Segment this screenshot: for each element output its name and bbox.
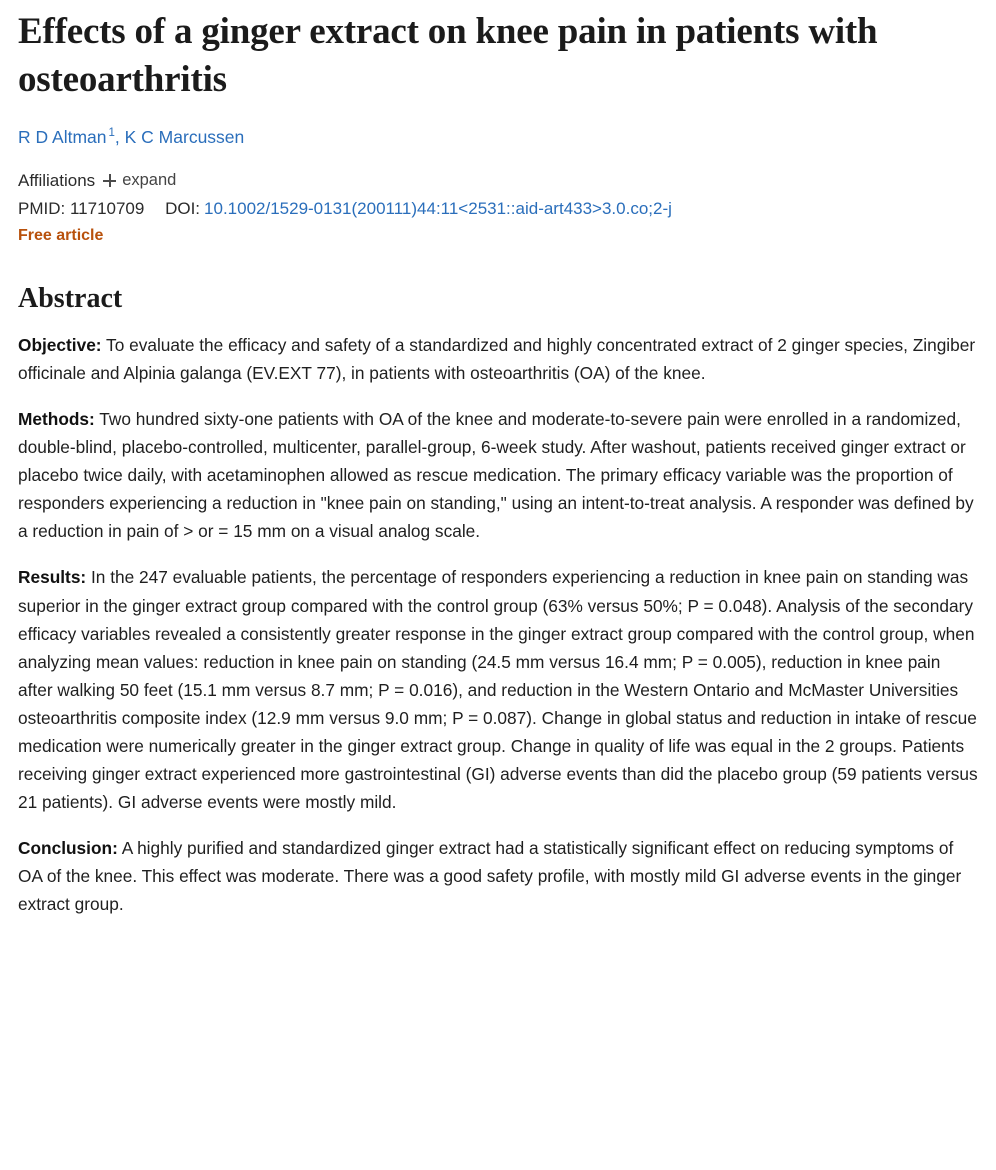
identifiers-row (18, 197, 978, 222)
author-link-1[interactable]: R D Altman (18, 127, 107, 148)
author-list (18, 126, 978, 149)
pmid-value: 11710709 (69, 198, 145, 218)
page-title: Effects of a ginger extract on knee pain in patients with osteoarthritis (18, 11, 878, 101)
abstract-section-text: To evaluate the efficacy and safety of a standardized and highly concentrated extract of 2 ginger species, Zingiber officinale and Alpinia galanga (EV.EXT 77), in patients with osteoarthritis (OA) of the knee. (18, 335, 976, 384)
pmid-label: PMID: (18, 198, 66, 218)
abstract-section-label: Methods: (18, 409, 95, 430)
pmid-block (18, 199, 149, 218)
abstract-section-text: In the 247 evaluable patients, the percentage of responders experiencing a reduction in knee pain on standing was superior in the ginger extract group compared with the control group (63% versus 50%; P = 0.048). Analysis of the secondary efficacy variables revealed a consistently greater response in the ginger extract group compared with the control group, when analyzing mean values: reduction in knee pain on standing (24.5 mm versus 16.4 mm; P = 0.005), reduction in knee pain after walking 50 feet (15.1 mm versus 8.7 mm; P = 0.016), and reduction in the Western Ontario and McMaster Universities osteoarthritis composite index (12.9 mm versus 9.0 mm; P = 0.087). Change in global status and reduction in intake of rescue medication were numerically greater in the ginger extract group. Change in quality of life was equal in the 2 groups. Patients receiving ginger extract experienced more gastrointestinal (GI) adverse events than did the placebo group (59 patients versus 21 patients). GI adverse events were mostly mild. (18, 567, 978, 812)
expand-affiliations-button[interactable] (103, 169, 176, 192)
abstract-section-methods (18, 405, 978, 545)
affiliations-row (18, 169, 978, 193)
abstract-section-conclusion (18, 834, 978, 918)
expand-label: expand (122, 171, 177, 190)
abstract-section-objective (18, 331, 978, 387)
free-article-badge[interactable]: Free article (18, 227, 104, 245)
abstract-heading: Abstract (18, 283, 123, 315)
author-separator: , (114, 127, 125, 148)
abstract-section-text: Two hundred sixty-one patients with OA of the knee and moderate-to-severe pain were enrolled in a randomized, double-blind, placebo-controlled, multicenter, parallel-group, 6-week study. After washout, patients received ginger extract or placebo twice daily, with acetaminophen allowed as rescue medication. The primary efficacy variable was the proportion of responders experiencing a reduction in "knee pain on standing," using an intent-to-treat analysis. A responder was defined by a reduction in pain of > or = 15 mm on a visual analog scale. (18, 409, 974, 542)
abstract-section-label: Conclusion: (18, 837, 118, 858)
doi-link[interactable]: 10.1002/1529-0131(200111)44:11<2531::aid-art433>3.0.co;2-j (204, 198, 672, 218)
abstract-section-label: Results: (18, 567, 87, 588)
doi-label: DOI: (165, 198, 201, 218)
affiliations-label: Affiliations (18, 170, 96, 190)
abstract-section-label: Objective: (18, 335, 102, 356)
abstract-section-results (18, 563, 978, 815)
plus-icon (103, 174, 116, 187)
author-affiliation-marker-1[interactable]: 1 (108, 127, 115, 140)
abstract-section-text: A highly purified and standardized ginger extract had a statistically significant effect on reducing symptoms of OA of the knee. This effect was moderate. There was a good safety profile, with mostly mild GI adverse events in the ginger extract group. (18, 837, 962, 914)
author-link-2[interactable]: K C Marcussen (124, 127, 245, 148)
